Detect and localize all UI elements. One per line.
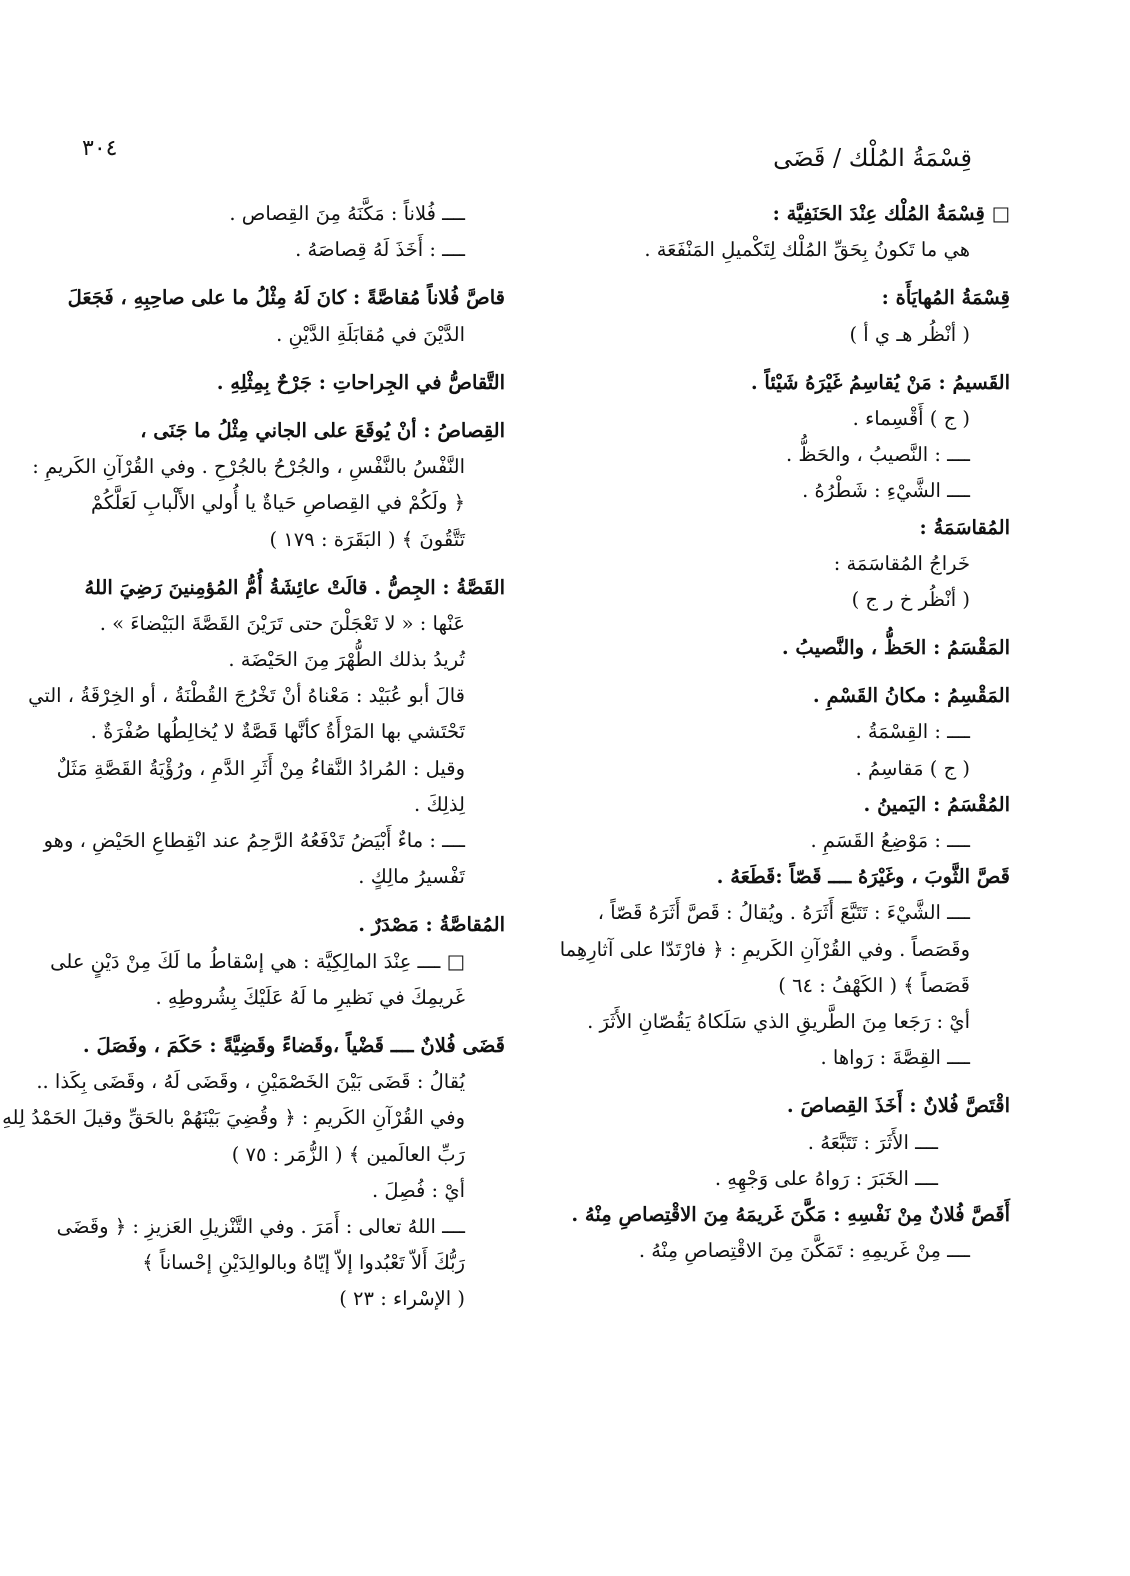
spacer	[530, 618, 1010, 630]
entry-headword-line: القَسيمُ : مَنْ يُقاسِمُ غَيْرَهُ شَيْئاً .	[750, 370, 1010, 394]
entry-text-line: ــــ الخَبَرَ : رَواهُ على وَجْهِهِ .	[714, 1166, 938, 1190]
entry-text-line: قَصَصاً ﴾ ( الكَهْفُ : ٦٤ )	[778, 973, 970, 997]
entry-text-line: ــــ فُلاناً : مَكَّنَهُ مِنَ القِصاص .	[229, 202, 465, 225]
entry-text-line: ــــ مِنْ غَريمِهِ : تَمَكَّنَ مِنَ الاقْتِصاصِ مِنْهُ .	[638, 1239, 970, 1263]
entry-headword-line: قاصَّ فُلاناً مُقاصَّةً : كانَ لَهُ مِثْلُ ما على صاحِبِهِ ، فَجَعَلَ	[67, 286, 505, 310]
entry-headword-line: القَصَّةُ : الجِصُّ . قالَتْ عائِشَةُ أُمُّ المُؤمِنينَ رَضِيَ اللهُ	[84, 575, 505, 599]
spacer	[530, 1076, 1010, 1088]
entry-text-line: ( أنْظُر خ ر ج )	[851, 587, 970, 611]
entry-headword-line: المُقاصَّةُ : مَصْدَرٌ .	[358, 913, 505, 937]
spacer	[35, 895, 505, 907]
spacer	[35, 268, 505, 280]
entry-text-line: لِذلِكَ .	[414, 792, 465, 816]
entry-text-line: هي ما تَكونُ بِحَقِّ المُلْك لِتَكْميلِ المَنْفَعَة .	[644, 238, 970, 262]
spacer	[35, 558, 505, 570]
entry-text-line: عَنْها : « لا تَعْجَلْنَ حتى تَرَيْنَ القَصَّةَ البَيْضاءَ » .	[99, 611, 465, 635]
entry-headword-line: أَقَصَّ فُلانٌ مِنْ نَفْسِهِ : مَكَّنَ غَريمَهُ مِنَ الاقْتِصاصِ مِنْهُ .	[571, 1202, 1010, 1226]
entry-text-line: ــــ الشَّيْءَ : تَتَبَّعَ أَثَرَهُ . ويُقالُ : قَصَّ أَثَرَهُ قَصّاً ،	[597, 901, 970, 925]
entry-text-line: تَحْتَشي بها المَرْأَةُ كأنَّها قَصَّةٌ لا يُخالِطُها صُفْرَةٌ .	[90, 720, 465, 744]
entry-text-line: يُقالُ : قَضَى بَيْنَ الخَصْمَيْنِ ، وقَضَى لَهُ ، وقَضَى بِكَذا ..	[36, 1070, 465, 1094]
entry-text-line: ( أنْظُر هـ ي أ )	[849, 322, 970, 346]
spacer	[530, 268, 1010, 280]
entry-text-line: الدَّيْنَ في مُقابَلَةِ الدَّيْنِ .	[276, 322, 465, 346]
entry-headword-line: المَقْسِمُ : مكانُ القَسْمِ .	[812, 684, 1010, 708]
left-column	[2, 196, 505, 1317]
spacer	[35, 401, 505, 413]
entry-text-line: أيْ : فُصِلَ .	[371, 1178, 465, 1202]
spacer	[35, 353, 505, 365]
spacer	[530, 353, 1010, 365]
entry-text-line: ــــ القِصَّةَ : رَواها .	[820, 1046, 970, 1070]
spacer	[530, 666, 1010, 678]
entry-headword-line: التَّقاصُّ في الجِراحاتِ : جَرْحٌ بِمِثْلِهِ .	[216, 370, 505, 394]
entry-text-line: ــــ الأَثَرَ : تَتَبَّعَهُ .	[807, 1130, 938, 1154]
entry-text-line: وفي القُرْآنِ الكَريمِ : ﴿ وقُضِيَ بَيْنَهُمْ بالحَقِّ وقيلَ الحَمْدُ لِلهِ	[2, 1106, 465, 1130]
entry-text-line: ( ج ) أَقْسِماء .	[852, 406, 970, 430]
entry-text-line: النَّفْسُ بالنَّفْسِ ، والجُرْحُ بالجُرْحِ . وفي القُرْآنِ الكَريمِ :	[32, 455, 465, 479]
entry-headword-line: □ قِسْمَةُ المُلْك عِنْدَ الحَنَفِيَّة :	[772, 202, 1010, 225]
entry-headword-line: المُقْسَمُ : اليَمينُ .	[863, 792, 1010, 816]
spacer	[35, 1016, 505, 1028]
entry-text-line: ــــ : مَوْضِعُ القَسَمِ .	[810, 829, 970, 852]
entry-headword-line: القِصاصُ : أنْ يُوقَعَ على الجاني مِثْلُ ما جَنَى ،	[140, 418, 505, 442]
entry-text-line: تَتَّقُونَ ﴾ ( البَقَرَة : ١٧٩ )	[269, 527, 465, 551]
entry-text-line: ــــ : القِسْمَةُ .	[855, 720, 970, 744]
entry-text-line: ــــ الشَّيْءِ : شَطْرُهُ .	[802, 479, 970, 503]
entry-text-line: رَبُّكَ أَلاّ تَعْبُدوا إلاّ إيّاهُ وبالوالِدَيْنِ إحْساناً ﴾	[142, 1251, 465, 1275]
entry-text-line: غَريمِكَ في نَظيرِ ما لَهُ عَلَيْكَ بِشُروطِهِ .	[155, 985, 465, 1009]
page-number: ٣٠٤	[82, 136, 118, 161]
entry-text-line: ــــ : النَّصيبُ ، والحَظُّ .	[786, 443, 970, 467]
entry-text-line: ( ج ) مَقاسِمُ .	[855, 756, 970, 780]
entry-headword-line: قِسْمَةُ المُهايَأَة :	[881, 286, 1010, 310]
entry-text-line: ــــ : أَخَذَ لَهُ قِصاصَهُ .	[295, 238, 465, 262]
entry-text-line: خَراجُ المُقاسَمَة :	[833, 551, 970, 575]
running-head: قِسْمَةُ المُلْك / قَضَى	[773, 144, 972, 172]
entry-text-line: وقيل : المُرادُ النَّقاءُ مِنْ أَثَرِ الدَّمِ ، ورُؤْيَةُ القَصَّةِ مَثَلٌ	[56, 756, 465, 780]
entry-text-line: □ ــــ عِنْدَ المالِكِيَّة : هي إسْقاطُ ما لَكَ مِنْ دَيْنٍ على	[50, 949, 465, 973]
entry-headword-line: قَصَّ الثَّوبَ ، وغَيْرَهُ ــــ قَصّاً :قَطَعَهُ .	[716, 865, 1010, 889]
entry-text-line: وقَصَصاً . وفي القُرْآنِ الكَريمِ : ﴿ فارْتَدّا على آثارِهِما	[559, 937, 970, 961]
entry-text-line: ﴿ ولَكُمْ في القِصاصِ حَياةٌ يا أُولي الأَلْبابِ لَعَلَّكُمْ	[90, 491, 465, 515]
right-column	[530, 196, 1010, 1269]
entry-headword-line: المَقْسَمُ : الحَظُّ ، والنَّصيبُ .	[781, 636, 1010, 660]
entry-text-line: ــــ : ماءٌ أَبْيَضُ تَدْفَعُهُ الرَّحِمُ عند انْقِطاعِ الحَيْضِ ، وهو	[43, 829, 465, 852]
entry-headword-line: اقْتَصَّ فُلانٌ : أَخَذَ القِصاصَ .	[786, 1094, 1010, 1118]
entry-text-line: تَفْسيرُ مالِكٍ .	[358, 865, 465, 889]
entry-text-line: ( الإسْراء : ٢٣ )	[339, 1287, 465, 1311]
entry-headword-line: قَضَى فُلانٌ ــــ قَضْياً ،وقَضاءً وقَضِيَّةً : حَكَمَ ، وفَصَلَ .	[82, 1033, 505, 1057]
entry-text-line: أيْ : رَجَعا مِنَ الطَّريقِ الذي سَلَكاهُ يَقُصّانِ الأَثَرَ .	[587, 1009, 970, 1033]
entry-headword-line: المُقاسَمَةُ :	[919, 515, 1010, 539]
entry-text-line: ــــ اللهُ تعالى : أَمَرَ . وفي التَّنْزيلِ العَزيزِ : ﴿ وقَضَى	[56, 1214, 465, 1238]
entry-text-line: قالَ أبو عُبَيْد : مَعْناهُ أنْ تَخْرُجَ القُطْنَةُ ، أو الخِرْقَةُ ، التي	[28, 684, 465, 708]
entry-text-line: رَبِّ العالَمين ﴾ ( الزُّمَر : ٧٥ )	[231, 1142, 465, 1166]
entry-text-line: تُريدُ بذلك الطُّهْرَ مِنَ الحَيْضَة .	[228, 648, 465, 672]
